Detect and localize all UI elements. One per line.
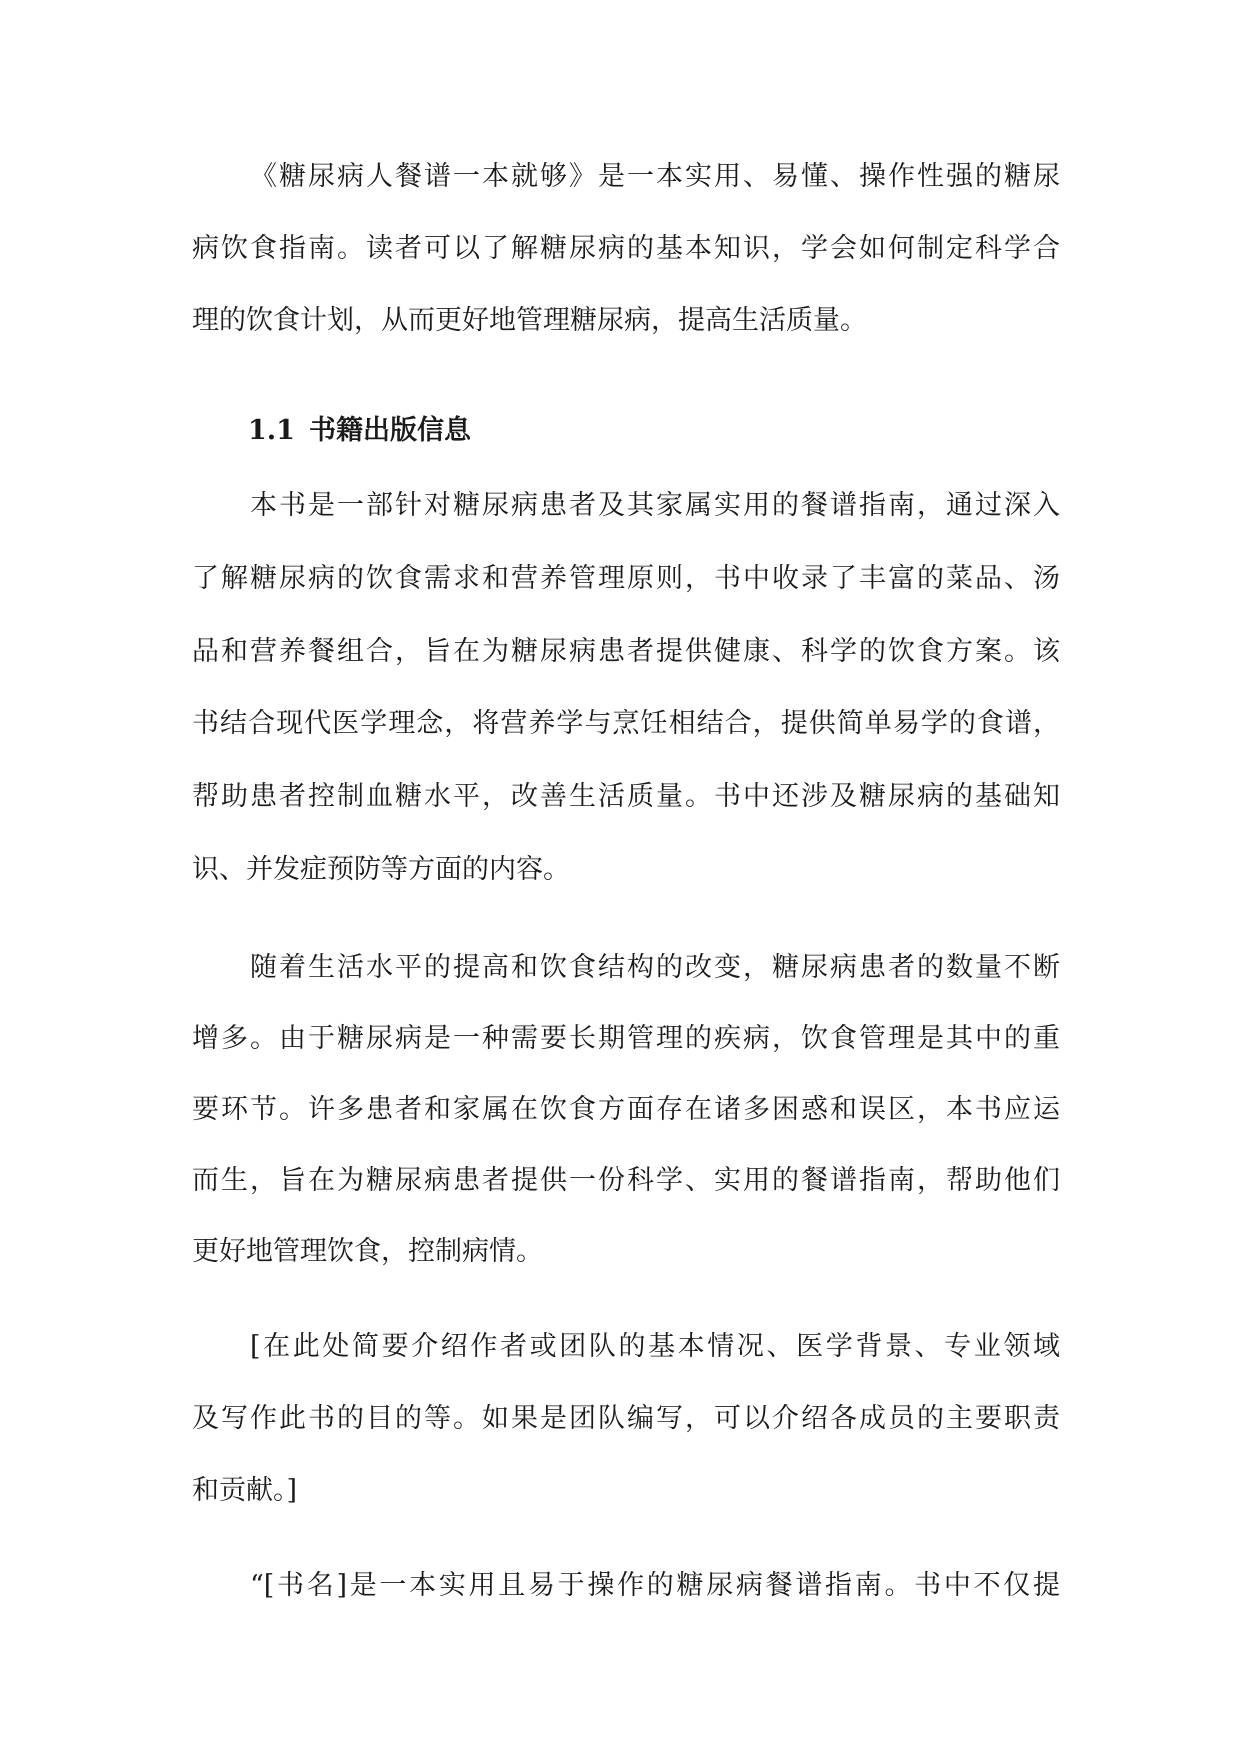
- section-number: 1.1: [248, 415, 295, 446]
- author-placeholder-paragraph: [192, 1311, 1060, 1527]
- paragraph-line: 病饮食指南。读者可以了解糖尿病的基本知识，学会如何制定科学合: [192, 233, 1060, 264]
- paragraph-line: 书结合现代医学理念，将营养学与烹饪相结合，提供简单易学的食谱，: [192, 708, 1060, 740]
- intro-paragraph: [192, 141, 1060, 357]
- paragraph-line: 更好地管理饮食，控制病情。: [192, 1236, 543, 1267]
- paragraph-line: 理的饮食计划，从而更好地管理糖尿病，提高生活质量。: [192, 305, 867, 336]
- paragraph-line: 《糖尿病人餐谱一本就够》是一本实用、易懂、操作性强的糖尿: [250, 161, 1060, 192]
- section-paragraph: [192, 932, 1060, 1287]
- paragraph-line: 而生，旨在为糖尿病患者提供一份科学、实用的餐谱指南，帮助他们: [192, 1165, 1060, 1196]
- paragraph-line: 增多。由于糖尿病是一种需要长期管理的疾病，饮食管理是其中的重: [192, 1023, 1060, 1054]
- paragraph-line: 随着生活水平的提高和饮食结构的改变，糖尿病患者的数量不断: [250, 952, 1060, 983]
- section-paragraph: [192, 470, 1060, 907]
- section-title: 书籍出版信息: [308, 415, 471, 446]
- paragraph-line: 了解糖尿病的饮食需求和营养管理原则，书中收录了丰富的菜品、汤: [192, 562, 1060, 594]
- paragraph-line: 和贡献。]: [192, 1475, 298, 1506]
- paragraph-line: “[书名]是一本实用且易于操作的糖尿病餐谱指南。书中不仅提: [250, 1570, 1060, 1601]
- paragraph-line: [在此处简要介绍作者或团队的基本情况、医学背景、专业领域: [250, 1331, 1060, 1362]
- paragraph-line: 品和营养餐组合，旨在为糖尿病患者提供健康、科学的饮食方案。该: [192, 635, 1060, 667]
- paragraph-line: 及写作此书的目的等。如果是团队编写，可以介绍各成员的主要职责: [192, 1403, 1060, 1434]
- paragraph-line: 识、并发症预防等方面的内容。: [192, 853, 570, 885]
- section-heading: [248, 395, 471, 467]
- paragraph-line: 要环节。许多患者和家属在饮食方面存在诸多困惑和误区，本书应运: [192, 1094, 1060, 1125]
- quote-paragraph: [192, 1550, 1060, 1622]
- paragraph-line: 本书是一部针对糖尿病患者及其家属实用的餐谱指南，通过深入: [250, 490, 1060, 521]
- paragraph-line: 帮助患者控制血糖水平，改善生活质量。书中还涉及糖尿病的基础知: [192, 781, 1060, 813]
